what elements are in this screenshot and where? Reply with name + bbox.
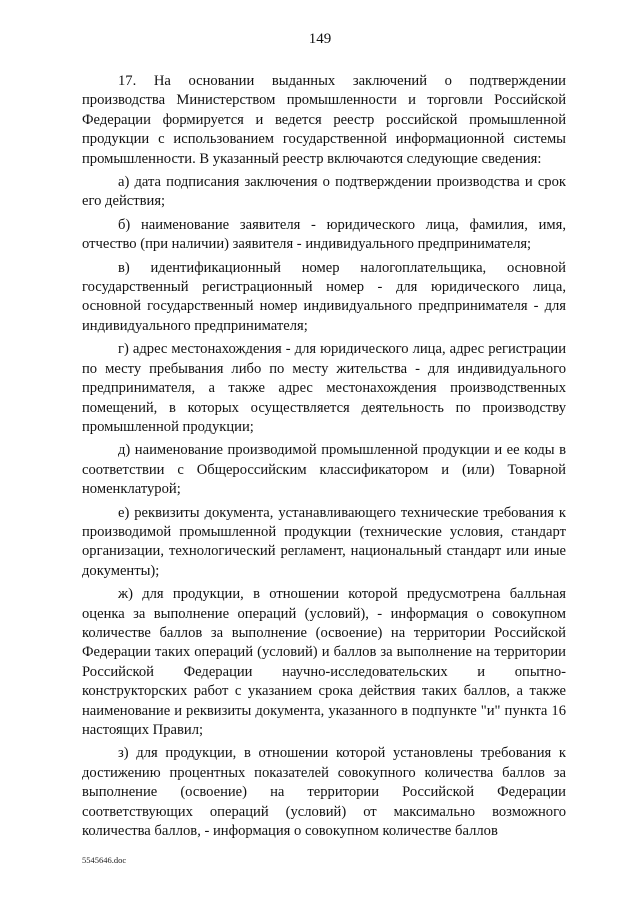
item-e-technical-document: е) реквизиты документа, устанавливающего технические требования к производимой промышленной продукции (технические условия, стандарт организации, технологический регламент, национальный стандарт или иные документы); [82, 504, 566, 579]
item-z-percent-requirements: з) для продукции, в отношении которой установлены требования к достижению процентных показателей совокупного количества баллов за выполнение (освоение) на территории Российской Федерации соответствующих операций (условий) от максимально возможного количества баллов, - информация о совокупном количестве баллов [82, 745, 566, 840]
page-number: 149 [308, 31, 332, 47]
item-b-applicant-name: б) наименование заявителя - юридического лица, фамилия, имя, отчество (при наличии) заявителя - индивидуального предпринимателя; [82, 216, 566, 253]
item-v-tax-number: в) идентификационный номер налогоплательщика, основной государственный регистрационный номер - для юридического лица, основной государственный номер индивидуального предпринимателя - для индивидуального предпринимателя; [82, 259, 566, 334]
item-zh-points-info: ж) для продукции, в отношении которой предусмотрена балльная оценка за выполнение операций (условий), - информация о совокупном количестве баллов за выполнение (освоение) на территории Российской Федерации таких операций (условий) и баллов за выполнение на территории Российской Федерации научно-исследовательских и опытно-конструкторских работ с указанием срока действия таких баллов, а также наименование и реквизиты документа, указанного в подпункте "и" пункта 16 настоящих Правил; [82, 586, 566, 738]
item-a-signing-date: а) дата подписания заключения о подтверждении производства и срок его действия; [82, 174, 566, 210]
item-g-address: г) адрес местонахождения - для юридического лица, адрес регистрации по месту пребывания либо по месту жительства - для индивидуального предпринимателя, а также адрес местонахождения производственных помещений, в которых осуществляется деятельность по производству промышленной продукции; [82, 341, 566, 435]
item-d-product-name: д) наименование производимой промышленной продукции и ее коды в соответствии с Общероссийским классификатором и (или) Товарной номенклатурой; [82, 442, 566, 498]
document-body [82, 72, 566, 845]
paragraph-17-intro: 17. На основании выданных заключений о подтверждении производства Министерством промышленности и торговли Российской Федерации формируется и ведется реестр российской промышленной продукции с использованием государственной информационной системы промышленности. В указанный реестр включаются следующие сведения: [82, 73, 566, 167]
footer-file-code: 5545646.doc [82, 855, 127, 865]
